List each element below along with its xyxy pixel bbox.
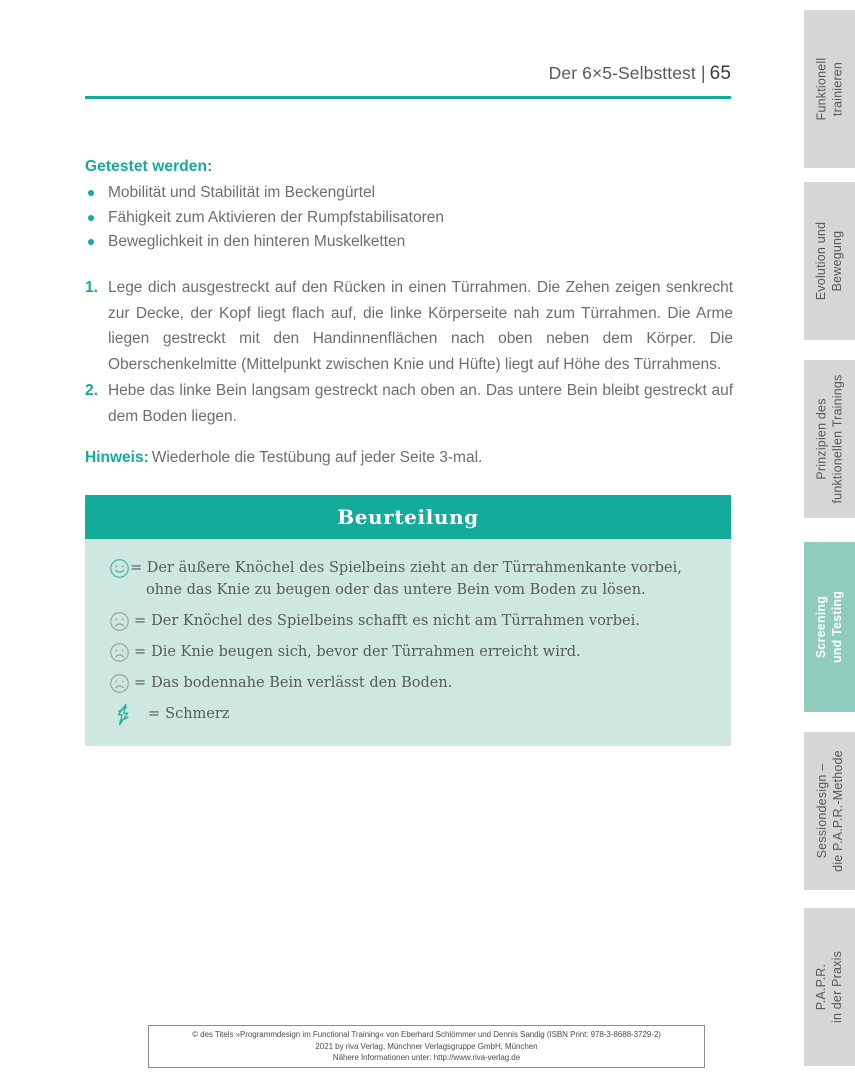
step-number: 2. (85, 382, 98, 400)
sidebar-tab-funktionell-trainieren[interactable] (804, 10, 855, 168)
instruction-step (85, 378, 733, 429)
copyright-line: Nähere Informationen unter: http://www.riva-verlag.de (332, 1053, 521, 1063)
step-text: Hebe das linke Bein langsam gestreckt nach oben an. Das untere Bein bleibt gestreckt auf dem Boden liegen. (108, 382, 733, 425)
sidebar-tab-label: Screening und Testing (814, 590, 845, 664)
assessment-row (85, 703, 731, 726)
equals-sign: = (134, 644, 147, 660)
equals-sign: = (134, 675, 147, 691)
running-head-title: Der 6×5-Selbsttest (548, 63, 696, 83)
list-item-label: Fähigkeit zum Aktivieren der Rumpfstabilisatoren (108, 208, 444, 226)
copyright-footer (148, 1025, 705, 1068)
bullet-dot-icon (88, 215, 94, 221)
hinweis-note (85, 446, 733, 470)
sidebar-tab-prinzipien-des-funktionellen-trainings[interactable] (804, 360, 855, 518)
bullet-dot-icon (88, 239, 94, 245)
page-number: 65 (709, 63, 731, 84)
header-rule (85, 96, 731, 99)
copyright-line: © des Titels »Programmdesign im Functional Training« von Eberhard Schlömmer und Dennis Sandig (ISBN Print: 978-3-8688-3729-2) (192, 1030, 661, 1040)
sidebar-tab-label: Funktionell trainieren (814, 57, 845, 121)
sad-face-icon (109, 673, 130, 694)
copyright-line: 2021 by riva Verlag, Münchner Verlagsgruppe GmbH, München (315, 1041, 538, 1051)
sidebar-tab-sessiondesign-papr-methode[interactable] (804, 732, 855, 890)
list-item-label: Beweglichkeit in den hinteren Muskelketten (108, 233, 406, 250)
assessment-row-text-line2: ohne das Knie zu beugen oder das untere Bein vom Boden zu lösen. (146, 582, 646, 598)
assessment-row (85, 610, 731, 632)
assessment-row-text: = Der äußere Knöchel des Spielbeins zieht an der Türrahmenkante vorbei, ohne das Knie zu beugen oder das untere Bein vom Boden zu lösen. (130, 557, 682, 601)
assessment-row (85, 672, 731, 694)
sidebar-tab-label: Prinzipien des funktionellen Trainings (814, 374, 845, 504)
tested-aspects-list (85, 181, 731, 255)
assessment-body (85, 539, 731, 746)
assessment-row (85, 557, 731, 601)
list-item (85, 206, 731, 231)
step-text: Lege dich ausgestreckt auf den Rücken in einen Türrahmen. Die Zehen zeigen senkrecht zur Decke, der Kopf liegt flach auf, die linke Körperseite nah zum Türrahmen. Die Arme liegen gestreckt mit den Handinnenflächen nach oben neben dem Körper. Die Oberschenkelmitte (Mittelpunkt zwischen Knie und Hüfte) liegt auf Höhe des Türrahmens. (108, 279, 733, 373)
assessment-row (85, 641, 731, 663)
smiley-face-icon (109, 558, 130, 579)
assessment-row-text: Die Knie beugen sich, bevor der Türrahmen erreicht wird. (151, 644, 581, 660)
lightning-bolt-icon (113, 703, 134, 726)
running-head-separator: | (700, 63, 706, 83)
assessment-row-text: Das bodennahe Bein verlässt den Boden. (151, 675, 453, 691)
sidebar-tab-evolution-und-bewegung[interactable] (804, 182, 855, 340)
assessment-row-text: Schmerz (165, 706, 230, 722)
bullet-dot-icon (88, 190, 94, 196)
sidebar-tab-label: Sessiondesign – die P.A.P.R.-Methode (814, 750, 845, 872)
sidebar-tab-screening-und-testing[interactable] (804, 542, 855, 712)
sidebar-tab-label: P.A.P.R. in der Praxis (814, 950, 845, 1024)
list-item-label: Mobilität und Stabilität im Beckengürtel (108, 184, 376, 201)
running-head (85, 63, 731, 85)
sidebar-tab-papr-in-der-praxis[interactable] (804, 908, 855, 1066)
section-heading: Getestet werden: (85, 158, 213, 175)
assessment-header (85, 495, 731, 539)
assessment-box (85, 495, 731, 746)
sidebar-tab-label: Evolution und Bewegung (814, 221, 845, 301)
equals-sign: = (134, 613, 147, 629)
list-item (85, 230, 731, 255)
step-number: 1. (85, 279, 98, 296)
assessment-title: Beurteilung (337, 505, 479, 529)
instruction-step (85, 275, 733, 377)
sad-face-icon (109, 642, 130, 663)
sad-face-icon (109, 611, 130, 632)
assessment-row-text: Der Knöchel des Spielbeins schafft es nicht am Türrahmen vorbei. (151, 613, 640, 629)
equals-sign: = (148, 706, 161, 722)
instruction-steps (85, 275, 733, 431)
hinweis-text: Wiederhole die Testübung auf jeder Seite 3-mal. (151, 449, 483, 466)
chapter-tab-rail (795, 0, 855, 1082)
hinweis-label: Hinweis: (85, 449, 149, 466)
list-item (85, 181, 731, 206)
